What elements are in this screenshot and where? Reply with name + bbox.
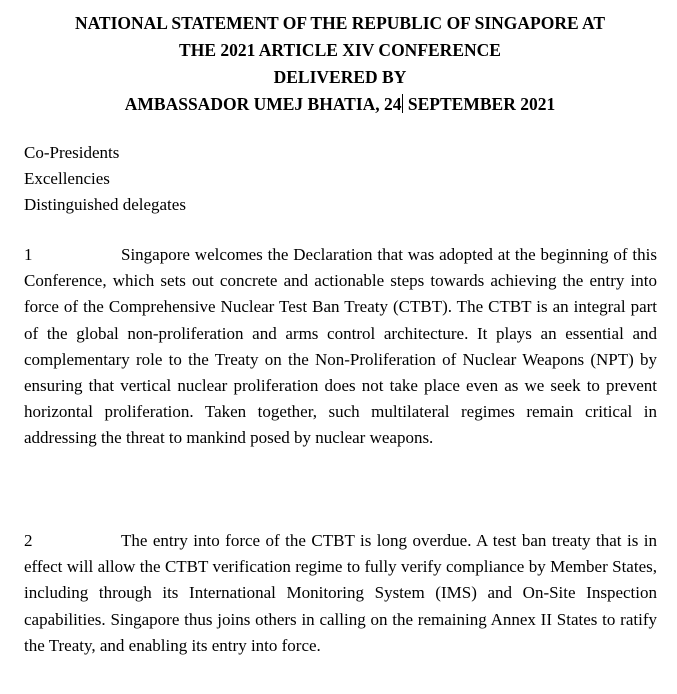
title-line-1: NATIONAL STATEMENT OF THE REPUBLIC OF SINGAPORE AT bbox=[74, 13, 606, 33]
title-line-3: DELIVERED BY bbox=[273, 67, 407, 87]
paragraph-1 bbox=[24, 242, 657, 452]
title-line-4-start: AMBASSADOR UMEJ BHATIA, 24 bbox=[124, 94, 402, 114]
title-line-4 bbox=[20, 91, 660, 118]
paragraph-number: 1 bbox=[24, 245, 33, 264]
salutation-delegates: Distinguished delegates bbox=[24, 195, 186, 214]
paragraph-number: 2 bbox=[24, 531, 33, 550]
paragraph-2 bbox=[24, 528, 657, 659]
salutation-co-presidents: Co-Presidents bbox=[24, 143, 120, 162]
paragraph-text: Singapore welcomes the Declaration that was adopted at the beginning of this Conference, which sets out concrete and actionable steps towards achieving the entry into force of the Comprehensive Nuclear Test Ban Treaty (CTBT). The CTBT is an integral part of the global non-proliferation and arms control architecture. It plays an essential and complementary role to the Treaty on the Non-Proliferation of Nuclear Weapons (NPT) by ensuring that vertical nuclear proliferation does not take place even as we seek to prevent horizontal proliferation. Taken together, such multilateral regimes remain critical in addressing the threat to mankind posed by nuclear weapons. bbox=[24, 245, 657, 448]
title-line-2: THE 2021 ARTICLE XIV CONFERENCE bbox=[179, 40, 501, 60]
title-line-4-end: SEPTEMBER 2021 bbox=[403, 94, 556, 114]
paragraph-text: The entry into force of the CTBT is long overdue. A test ban treaty that is in effect will allow the CTBT verification regime to fully verify compliance by Member States, including through its International Monitoring System (IMS) and On-Site Inspection capabilities. Singapore thus joins others in calling on the remaining Annex II States to ratify the Treaty, and enabling its entry into force. bbox=[24, 531, 657, 655]
text-cursor bbox=[402, 94, 403, 113]
salutation-excellencies: Excellencies bbox=[24, 169, 110, 188]
statement-title bbox=[20, 10, 660, 118]
salutations bbox=[24, 140, 186, 218]
